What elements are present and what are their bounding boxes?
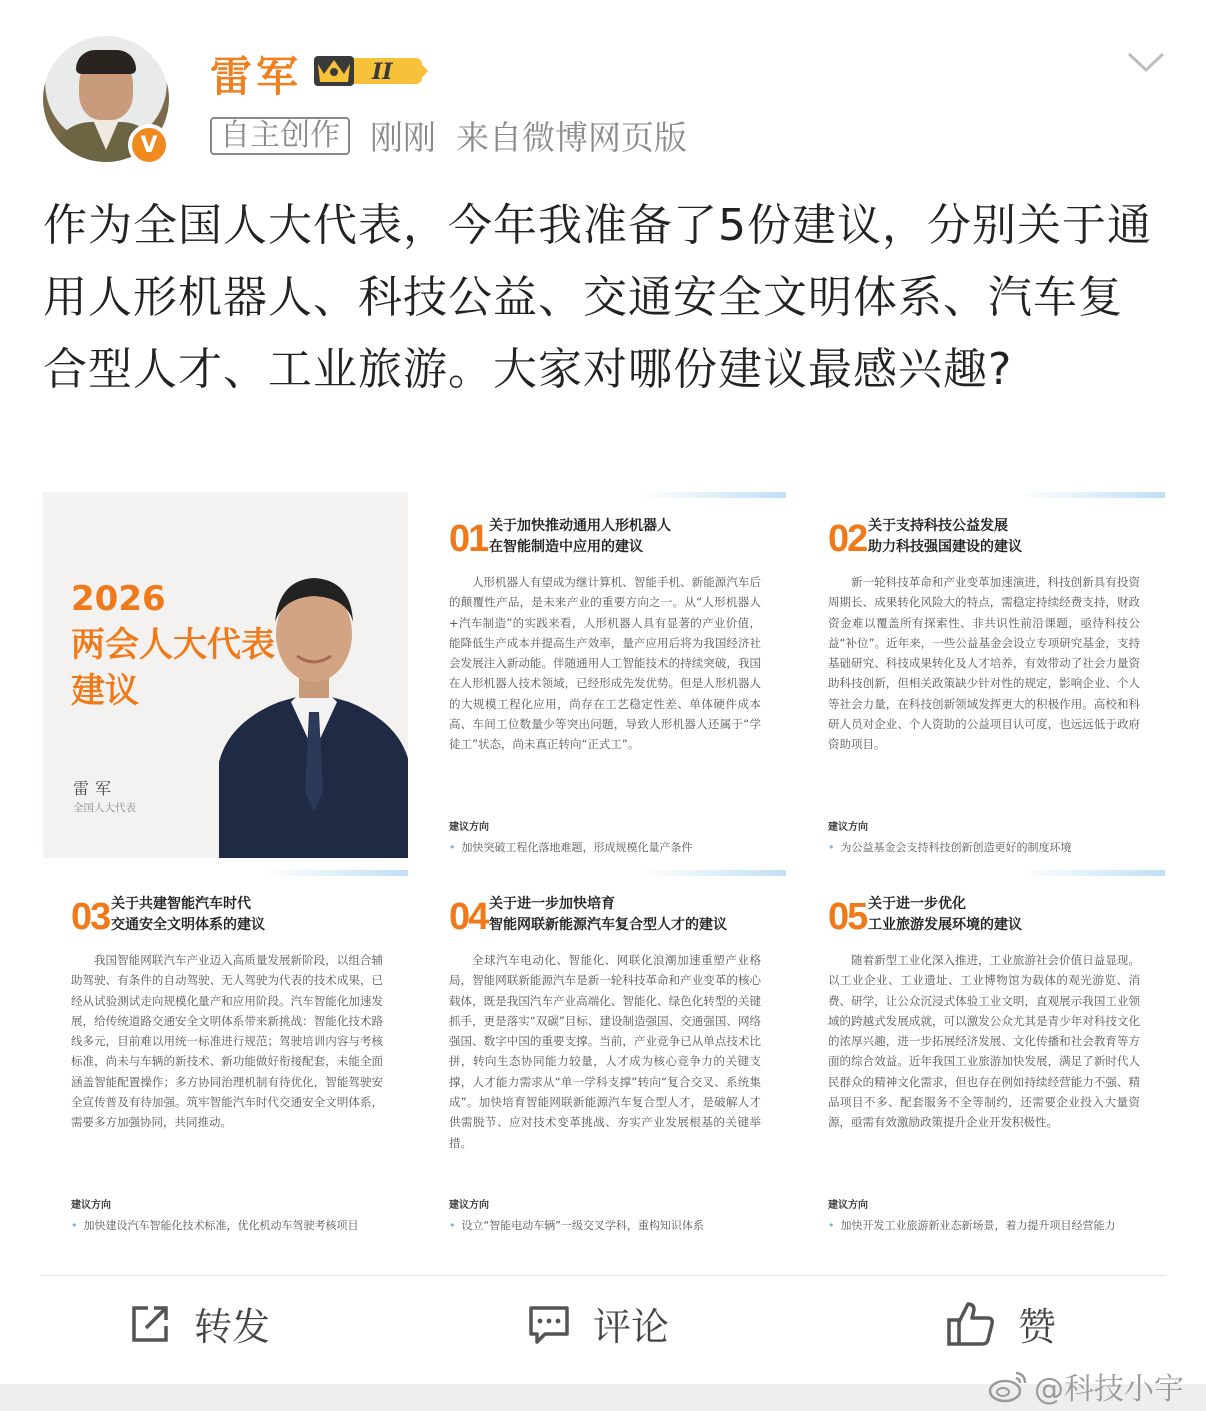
card-direction-item: • 加快突破工程化落地难题，形成规模化量产条件: [449, 839, 693, 855]
comment-button[interactable]: [527, 1296, 669, 1351]
card-direction-item: • 设立“智能电动车辆”一级交叉学科，重构知识体系: [449, 1217, 704, 1233]
post-time: 刚刚: [370, 118, 436, 157]
card-body: 新一轮科技革命和产业变革加速演进，科技创新具有投资周期长、成果转化风险大的特点，需稳定持续经费支持，财政资金难以覆盖所有探索性、非共识性前沿课题，亟待科技公益“补位”。近年来，一些公益基金会设立专项研究基金，支持基础研究、科技成果转化及人才培养，有效带动了社会力量资助科技创新，但相关政策缺少针对性的规定，影响企业、个人等社会力量，在科技创新领域发挥更大的积极作用。高校和科研人员对企业、个人资助的公益项目认可度，也远远低于政府资助项目。: [828, 575, 1140, 752]
image-card-04[interactable]: [421, 870, 786, 1236]
original-tag: 自主创作: [210, 117, 350, 155]
card-direction-label: 建议方向: [449, 822, 489, 833]
card-number: 04: [449, 896, 488, 938]
chevron-down-icon[interactable]: [1126, 50, 1166, 74]
card-title: 关于加快推动通用人形机器人 在智能制造中应用的建议: [489, 518, 671, 555]
card-direction-item: • 加快开发工业旅游新业态新场景，着力提升项目经营能力: [828, 1217, 1116, 1233]
like-label: 赞: [1018, 1305, 1057, 1349]
like-icon: [946, 1300, 996, 1348]
card-body: 随着新型工业化深入推进，工业旅游社会价值日益显现。以工业企业、工业遗址、工业博物馆为载体的观光游览、消费、研学，让公众沉浸式体验工业文明，直观展示我国工业领域的跨越式发展成就，可以激发公众尤其是青少年对科技文化的浓厚兴趣，进一步拓展经济发展、文化传播和社会教育等方面的综合效益。近年我国工业旅游加快发展，满足了新时代人民群众的精神文化需求，但也存在例如持续经营能力不强、精品项目不多、配套服务不全等制约，还需要企业投入大量资源，亟需有效激励政策提升企业开发积极性。: [828, 953, 1140, 1130]
card-title: 关于共建智能汽车时代 交通安全文明体系的建议: [111, 896, 265, 933]
card-body: 人形机器人有望成为继计算机、智能手机、新能源汽车后的颠覆性产品，是未来产业的重要方向之一。从“人形机器人+汽车制造”的实践来看，人形机器人具有显著的产业价值，能降低生产成本并提高生产效率，量产应用后将为我国经济社会发展注入新动能。伴随通用人工智能技术的持续突破，我国在人形机器人技术领域，已经形成先发优势。但是人形机器人的大规模工程化应用，尚存在工艺稳定性差、单体硬件成本高、车间工位数量少等突出问题，导致人形机器人还属于“学徒工”状态，尚未真正转向“正式工”。: [449, 575, 761, 752]
post-source[interactable]: 来自微博网页版: [456, 118, 687, 157]
card-title: 关于支持科技公益发展 助力科技强国建设的建议: [868, 518, 1022, 555]
card-body: 我国智能网联汽车产业迈入高质量发展新阶段，以组合辅助驾驶、有条件的自动驾驶、无人驾驶为代表的技术成果，已经从试验测试走向规模化量产和应用阶段。汽车智能化加速发展，给传统道路交通安全文明体系带来新挑战：智能化技术路线多元，目前难以用统一标准进行规范；驾驶培训内容与考核标准，尚未与车辆的新技术、新功能做好衔接配套，未能全面涵盖智能配置操作；多方协同治理机制有待优化，智能驾驶安全宣传普及有待加强。筑牢智能汽车时代交通安全文明体系，需要多方加强协同，共同推动。: [71, 953, 383, 1130]
crown-level-icon[interactable]: [312, 50, 428, 90]
image-cover[interactable]: [43, 492, 408, 858]
like-button[interactable]: [946, 1296, 1056, 1351]
repost-label: 转发: [194, 1305, 271, 1349]
card-number: 05: [828, 896, 867, 938]
cover-role: 全国人大代表: [73, 802, 136, 814]
cover-name: 雷军: [73, 779, 118, 798]
card-direction-label: 建议方向: [449, 1200, 489, 1211]
post-text: 作为全国人大代表，今年我准备了5份建议，分别关于通用人形机器人、科技公益、交通安全文明体系、汽车复合型人才、工业旅游。大家对哪份建议最感兴趣?: [43, 200, 1152, 395]
divider: [40, 1275, 1166, 1276]
level-text: II: [372, 59, 393, 85]
card-title: 关于进一步加快培育 智能网联新能源汽车复合型人才的建议: [489, 896, 727, 933]
card-direction-item: • 加快建设汽车智能化技术标准，优化机动车驾驶考核项目: [71, 1217, 359, 1233]
weibo-logo-icon: [988, 1369, 1028, 1403]
verified-v-icon: V: [128, 124, 170, 166]
image-card-01[interactable]: [421, 492, 786, 858]
image-card-02[interactable]: [800, 492, 1165, 858]
image-card-05[interactable]: [800, 870, 1165, 1236]
image-grid: [43, 492, 1165, 1234]
post-meta: [210, 112, 687, 159]
watermark: [988, 1364, 1184, 1408]
comment-label: 评论: [593, 1305, 670, 1349]
card-direction-label: 建议方向: [71, 1200, 111, 1211]
card-number: 01: [449, 518, 488, 560]
portrait-photo: [219, 552, 408, 858]
card-number: 02: [828, 518, 867, 560]
username[interactable]: 雷军: [210, 52, 303, 101]
cover-title: 2026 两会人大代表 建议: [71, 579, 275, 711]
card-body: 全球汽车电动化、智能化、网联化浪潮加速重塑产业格局，智能网联新能源汽车是新一轮科技革命和产业变革的核心载体，既是我国汽车产业高端化、智能化、绿色化转型的关键抓手，更是落实“双碳”目标、建设制造强国、交通强国、网络强国、数字中国的重要支撑。当前，产业竞争已从单点技术比拼，转向生态协同能力较量，人才成为核心竞争力的关键支撑，人才能力需求从“单一学科支撑”转向“复合交叉、系统集成”。加快培育智能网联新能源汽车复合型人才，是破解人才供需脱节、应对技术变革挑战、夯实产业发展根基的关键举措。: [449, 953, 761, 1150]
action-bar: [0, 1296, 1206, 1360]
image-card-03[interactable]: [43, 870, 408, 1236]
watermark-text: @科技小宇: [1034, 1372, 1184, 1407]
card-title: 关于进一步优化 工业旅游发展环境的建议: [868, 896, 1022, 933]
card-number: 03: [71, 896, 110, 938]
repost-button[interactable]: [128, 1296, 270, 1351]
repost-icon: [128, 1302, 172, 1346]
card-direction-label: 建议方向: [828, 822, 868, 833]
card-direction-label: 建议方向: [828, 1200, 868, 1211]
card-direction-item: • 为公益基金会支持科技创新创造更好的制度环境: [828, 839, 1072, 855]
comment-icon: [527, 1302, 571, 1346]
